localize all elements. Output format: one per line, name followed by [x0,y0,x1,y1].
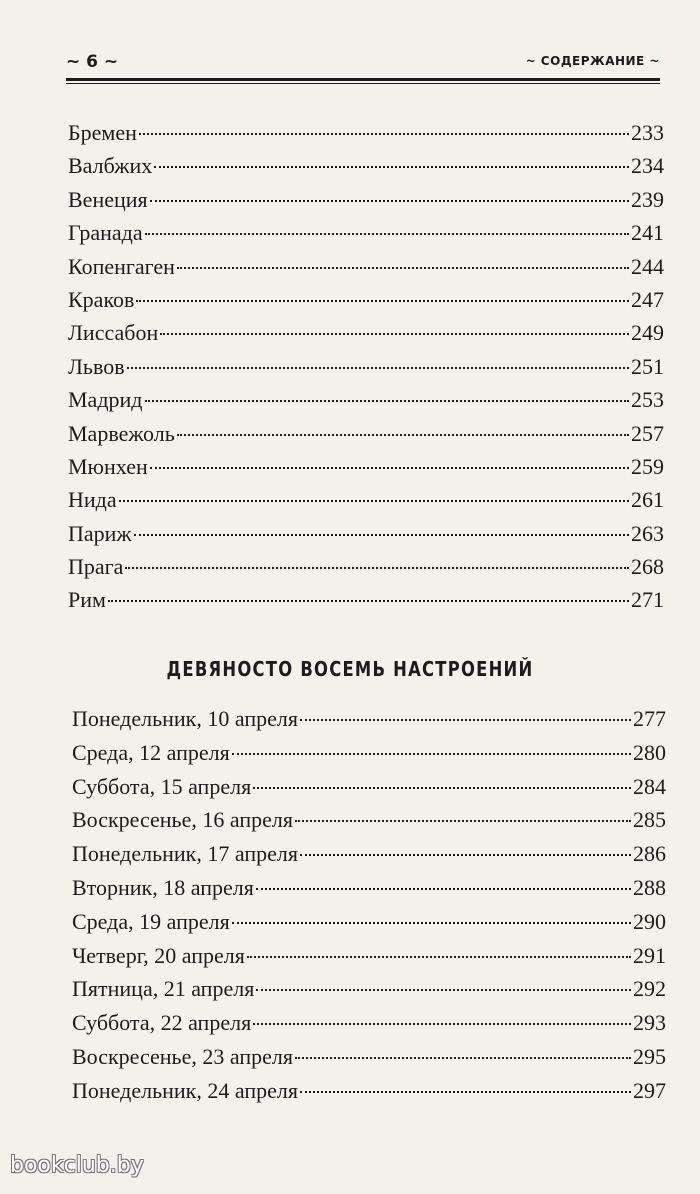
toc-entry-page: 271 [631,587,664,613]
toc-entry-title: Понедельник, 24 апреля [72,1077,298,1103]
toc-entry-title: Четверг, 20 апреля [72,942,245,968]
toc-entry-title: Мюнхен [68,453,148,479]
section-title: ДЕВЯНОСТО ВОСЕМЬ НАСТРОЕНИЙ [166,657,534,681]
dot-leader [177,434,629,436]
toc-entry-page: 253 [631,387,664,413]
toc-entry [68,250,664,283]
toc-entry [72,905,666,939]
toc-entry-page: 291 [633,942,666,968]
dot-leader [253,787,631,789]
toc-entry-page: 234 [631,153,664,179]
toc-entry-page: 263 [631,520,664,546]
dot-leader [127,367,629,369]
toc-entry [72,939,666,973]
toc-entry-page: 280 [633,739,666,765]
toc-entry [68,216,664,249]
toc-entry [72,1040,666,1074]
toc-entry-page: 295 [633,1043,666,1069]
toc-entry [72,1006,666,1040]
toc-entry-page: 297 [633,1077,666,1103]
dot-leader [295,820,631,822]
toc-entry-title: Марвежоль [68,420,175,446]
toc-entry-title: Понедельник, 10 апреля [72,706,298,731]
dot-leader [108,600,629,602]
header-rule [66,78,660,81]
toc-entry-page: 247 [631,286,664,312]
toc-entry [68,550,664,583]
toc-entry-title: Валбжих [68,153,153,179]
toc-entry-page: 293 [633,1010,666,1036]
toc-entry-page: 241 [631,220,664,246]
dot-leader [177,267,629,269]
toc-entry [68,183,664,216]
dot-leader [145,233,629,235]
toc-entry-page: 286 [633,841,666,867]
dot-leader [145,400,630,402]
dot-leader [160,333,629,335]
toc-entry [72,736,666,770]
toc-entry-page: 288 [633,874,666,900]
dot-leader [300,719,631,721]
toc-entry-title: Пятница, 21 апреля [72,976,255,1002]
dot-leader [300,1091,631,1093]
toc-entry-title: Лиссабон [68,320,159,346]
toc-entry-title: Вторник, 18 апреля [72,874,254,900]
toc-entry [72,803,666,837]
toc-entry-page: 259 [631,453,664,479]
toc-entry-title: Париж [68,520,132,546]
toc-entry-title: Воскресенье, 23 апреля [72,1043,293,1069]
toc-entry [68,583,664,616]
toc-entry [68,417,664,450]
toc-entry [72,972,666,1006]
toc-entry-page: 285 [633,807,666,833]
toc-entry-page: 284 [633,773,666,799]
toc-entry [68,517,664,550]
toc-entry-title: Копенгаген [68,253,175,279]
toc-entry-title: Суббота, 15 апреля [72,773,252,799]
running-header [66,48,660,76]
toc-entry [72,837,666,871]
dot-leader [136,300,629,302]
toc-entry-title: Нида [68,487,117,513]
dot-leader [150,467,629,469]
toc-entry-title: Львов [68,353,125,379]
toc-entry-title: Венеция [68,186,148,212]
toc-entry [68,149,664,182]
dot-leader [232,753,631,755]
toc-entry-page: 277 [633,706,666,731]
toc-entry-title: Среда, 19 апреля [72,908,230,934]
toc-entry-title: Среда, 12 апреля [72,739,230,765]
toc-entry-title: Рим [68,587,106,613]
dot-leader [139,133,629,135]
toc-entry-page: 268 [631,554,664,580]
dot-leader [295,1057,631,1059]
toc-entry-title: Бремен [68,120,137,145]
dot-leader [232,922,631,924]
page-number: ~ 6 ~ [66,52,119,72]
dot-leader [300,854,631,856]
toc-entry-title: Понедельник, 17 апреля [72,841,298,867]
dot-leader [256,888,631,890]
toc-entry [68,116,664,149]
toc-entry-title: Мадрид [68,387,143,413]
toc-entry-page: 251 [631,353,664,379]
toc-entry-title: Суббота, 22 апреля [72,1010,252,1036]
dot-leader [119,500,629,502]
toc-entry-page: 290 [633,908,666,934]
running-title: ~ СОДЕРЖАНИЕ ~ [525,54,660,68]
toc-entry-page: 249 [631,320,664,346]
toc-entry [68,383,664,416]
header-rule-thin [66,83,660,84]
toc-entry [68,450,664,483]
toc-entry-title: Гранада [68,220,143,246]
toc-entry-page: 292 [633,976,666,1002]
toc-days-list [72,702,666,1108]
dot-leader [154,166,629,168]
toc-entry [72,871,666,905]
toc-entry [68,483,664,516]
toc-entry-title: Прага [68,554,124,580]
dot-leader [253,1023,631,1025]
toc-entry-page: 257 [631,420,664,446]
dot-leader [134,534,629,536]
toc-entry-page: 233 [631,120,664,145]
toc-entry-page: 239 [631,186,664,212]
toc-entry-title: Воскресенье, 16 апреля [72,807,293,833]
toc-entry [72,1074,666,1108]
toc-entry [68,350,664,383]
dot-leader [150,200,629,202]
toc-cities-list [68,116,664,617]
dot-leader [247,956,631,958]
toc-entry [72,770,666,804]
toc-entry-page: 261 [631,487,664,513]
toc-entry-title: Краков [68,286,135,312]
toc-entry [68,316,664,349]
dot-leader [256,989,631,991]
dot-leader [125,567,629,569]
toc-entry-page: 244 [631,253,664,279]
toc-entry [68,283,664,316]
toc-entry [72,702,666,736]
watermark: bookclub.by [10,1153,144,1178]
